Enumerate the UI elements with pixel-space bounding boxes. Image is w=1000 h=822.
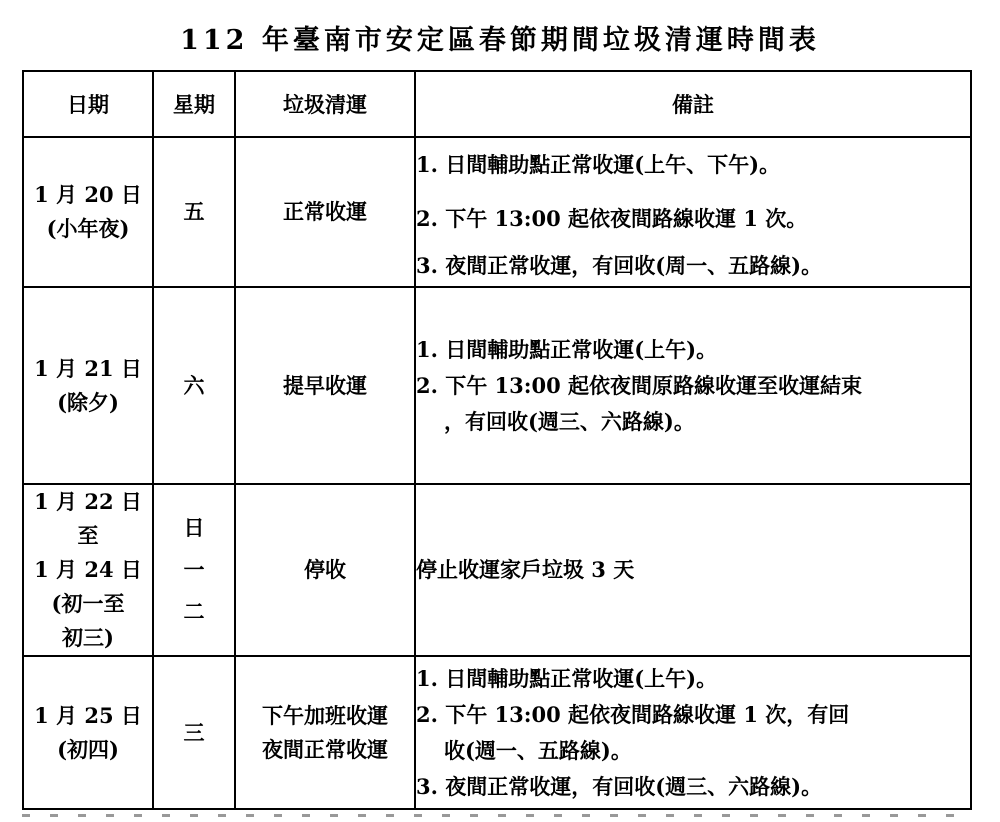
note-line: 2. 下午 13:00 起依夜間原路線收運至收運結束 bbox=[416, 372, 863, 398]
header-weekday: 星期 bbox=[153, 71, 235, 137]
date-cell bbox=[23, 484, 153, 656]
header-notes: 備註 bbox=[415, 71, 971, 137]
table-row bbox=[23, 484, 971, 656]
note-line: 收(週一、五路線)。 bbox=[444, 737, 632, 763]
date-note: (初四) bbox=[57, 736, 119, 762]
collection-cell bbox=[235, 656, 415, 809]
notes-cell bbox=[415, 287, 971, 484]
weekday-cell: 六 bbox=[153, 287, 235, 484]
date-note: (小年夜) bbox=[46, 216, 130, 241]
table-row bbox=[23, 137, 971, 287]
date-text: 1 月 20 日 bbox=[34, 182, 142, 207]
date-text: 1 月 21 日 bbox=[34, 355, 142, 381]
note-line: 2. 下午 13:00 起依夜間路線收運 1 次，有回 bbox=[416, 701, 850, 727]
date-text: 1 月 22 日 bbox=[34, 489, 142, 514]
notes-cell bbox=[415, 137, 971, 287]
note-line: 1. 日間輔助點正常收運(上午、下午)。 bbox=[416, 152, 781, 177]
weekday-text: 日 bbox=[183, 515, 205, 540]
date-note: (初一至 bbox=[51, 591, 125, 616]
date-text: 1 月 25 日 bbox=[34, 702, 142, 728]
notes-cell bbox=[415, 656, 971, 809]
date-note: (除夕) bbox=[57, 389, 119, 415]
table-header-row bbox=[23, 71, 971, 137]
note-line: 1. 日間輔助點正常收運(上午)。 bbox=[416, 336, 718, 362]
collection-text: 下午加班收運 bbox=[262, 702, 388, 728]
header-collection: 垃圾清運 bbox=[235, 71, 415, 137]
date-note: 初三) bbox=[62, 625, 114, 650]
cropped-text-fragment bbox=[22, 814, 970, 817]
notes-cell bbox=[415, 484, 971, 656]
cropped-text-strip bbox=[22, 810, 970, 822]
collection-text: 夜間正常收運 bbox=[262, 736, 388, 762]
collection-cell: 正常收運 bbox=[235, 137, 415, 287]
collection-cell: 提早收運 bbox=[235, 287, 415, 484]
note-line: 2. 下午 13:00 起依夜間路線收運 1 次。 bbox=[416, 206, 808, 231]
schedule-table bbox=[22, 70, 972, 810]
note-line: 1. 日間輔助點正常收運(上午)。 bbox=[416, 665, 718, 691]
table-row bbox=[23, 287, 971, 484]
weekday-text: 二 bbox=[183, 599, 205, 624]
page-title: 112 年臺南市安定區春節期間垃圾清運時間表 bbox=[180, 25, 820, 56]
header-date: 日期 bbox=[23, 71, 153, 137]
weekday-cell: 三 bbox=[153, 656, 235, 809]
date-text: 1 月 24 日 bbox=[34, 557, 142, 582]
note-line: 3. 夜間正常收運，有回收(周一、五路線)。 bbox=[416, 253, 823, 278]
date-cell bbox=[23, 137, 153, 287]
date-text: 至 bbox=[77, 523, 99, 548]
note-line: ，有回收(週三、六路線)。 bbox=[444, 408, 695, 434]
note-line: 3. 夜間正常收運，有回收(週三、六路線)。 bbox=[416, 773, 823, 799]
date-cell bbox=[23, 656, 153, 809]
date-cell bbox=[23, 287, 153, 484]
weekday-text: 一 bbox=[183, 557, 205, 582]
weekday-cell bbox=[153, 484, 235, 656]
table-row bbox=[23, 656, 971, 809]
collection-cell: 停收 bbox=[235, 484, 415, 656]
note-line: 停止收運家戶垃圾 3 天 bbox=[416, 557, 635, 582]
weekday-cell: 五 bbox=[153, 137, 235, 287]
